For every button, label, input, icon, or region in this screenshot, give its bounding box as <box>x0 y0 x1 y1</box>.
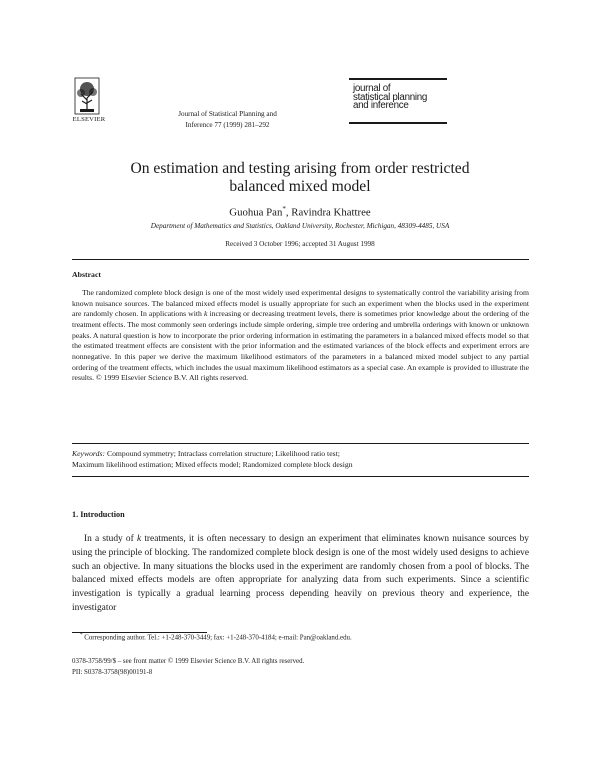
abstract-text <box>72 288 529 384</box>
intro-math-k: k <box>136 534 142 544</box>
paper-title <box>100 160 500 196</box>
authors <box>100 205 500 219</box>
keywords-list-part: Compound symmetry; Intraclass correlation structure; Likelihood ratio test; <box>105 449 340 458</box>
journal-logo-line: and inference <box>353 100 409 112</box>
corresponding-author-mark: * <box>282 205 286 213</box>
abstract-copyright: © 1999 Elsevier Science B.V. All rights reserved. <box>95 373 249 383</box>
received-dates: Received 3 October 1996; accepted 31 August 1998 <box>225 240 375 248</box>
author-name: Guohua Pan <box>229 206 283 219</box>
journal-logo-name <box>353 85 427 111</box>
journal-citation-line: Journal of Statistical Planning and <box>178 110 277 118</box>
journal-logo-rule <box>349 78 447 80</box>
abstract-heading: Abstract <box>72 270 102 279</box>
journal-citation-line: Inference 77 (1999) 281–292 <box>185 120 270 129</box>
publisher-name: ELSEVIER <box>72 116 106 123</box>
abstract-text-part: increasing or decreasing treatment levels, there is sometimes prior knowledge about the ordering of the treatment effects. The most commonly seen orderings include simple ordering, simple tree ordering and umbrella orderings with known or unknown peaks. A natural question is how to incorporate the prior ordering information in estimating the parameters in a balanced mixed effects model so that the estimated treatment effects are consistent with the prior information and the estimated variances of the block effects and experiment errors are nonnegative. In this paper we derive the maximum likelihood estimators of the parameters in a balanced mixed model subject to any partial ordering of the treatment effects, which includes the usual maximum likelihood estimators as a special case. An example is provided to illustrate the results. <box>72 309 529 383</box>
section-heading-introduction: 1. Introduction <box>72 510 125 519</box>
abstract-text-part: The randomized complete block design is one of the most widely used experimental designs to systematically control the variability arising from known nuisance sources. The balanced mixed effects model is usually appropriate for such an experiment when the blocks used in the experiment are randomly chosen. In applications with <box>72 288 529 319</box>
journal-citation <box>165 109 290 130</box>
issn-line: 0378-3758/99/$ – see front matter © 1999 Elsevier Science B.V. All rights reserved. <box>72 658 305 665</box>
intro-text-part: In a study of <box>84 534 137 544</box>
keywords <box>72 448 529 470</box>
keywords-bottom-rule <box>72 476 529 477</box>
paper-title-line: balanced mixed model <box>229 178 371 195</box>
author-separator: , <box>285 206 292 219</box>
keywords-line <box>72 448 529 459</box>
keywords-list-part: Maximum likelihood estimation; Mixed effects model; Randomized complete block design <box>72 460 353 469</box>
intro-text-part: treatments, it is often necessary to design an experiment that eliminates known nuisance sources by using the principle of blocking. The randomized complete block design is one of the most widely used designs to achieve such an objective. In many situations the blocks used in the experiment are randomly chosen from a pool of blocks. The balanced mixed effects models are often appropriate for analyzing data from such experiments. Since a scientific investigation is typically a gradual learning process depending heavily on previous theory and experience, the investigator <box>72 534 529 613</box>
abstract-math-k: k <box>203 309 208 319</box>
keywords-label: Keywords: <box>72 449 106 458</box>
footnote-text: Corresponding author. Tel.: +1-248-370-3449; fax: +1-248-370-4184; e-mail: Pan@oakland.edu. <box>82 634 352 642</box>
abstract-top-rule <box>72 259 529 260</box>
journal-logo-rule <box>349 122 447 124</box>
pii-line: PII: S0378-3758(98)00191-8 <box>72 669 153 676</box>
abstract-keywords-rule <box>72 443 529 444</box>
footnote-mark: * <box>80 633 83 638</box>
author-name: Ravindra Khattree <box>291 206 371 219</box>
journal-logo-line: journal of <box>353 83 391 94</box>
journal-logo <box>349 78 447 126</box>
affiliation: Department of Mathematics and Statistics, Oakland University, Rochester, Michigan, 48309-4485, USA <box>150 222 450 230</box>
journal-logo-line: statistical planning <box>353 91 428 103</box>
introduction-text <box>72 533 529 616</box>
footnote <box>72 633 529 641</box>
paper-title-line: On estimation and testing arising from order restricted <box>130 160 470 177</box>
